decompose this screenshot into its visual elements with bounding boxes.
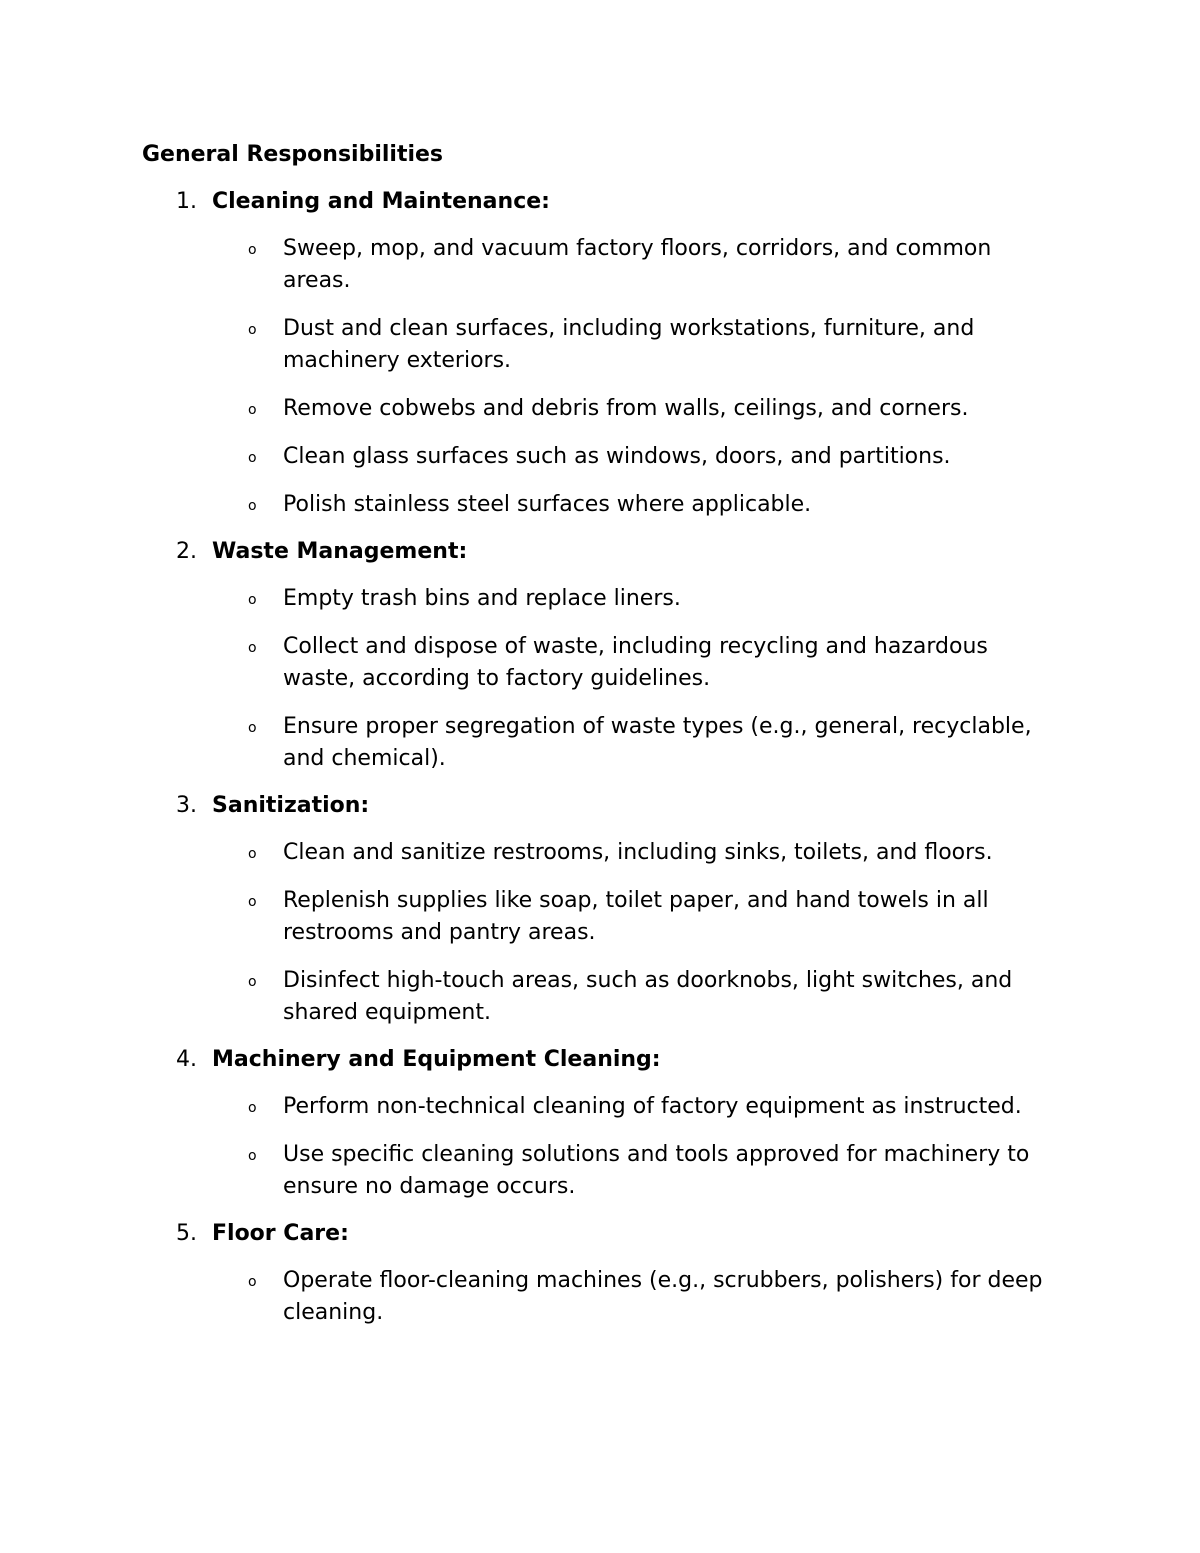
responsibilities-list <box>0 187 1200 1345</box>
section-title: Machinery and Equipment Cleaning: <box>212 1047 661 1072</box>
section-heading <box>0 537 1200 567</box>
section-title: Floor Care: <box>212 1221 349 1246</box>
bullet-text: Disinfect high-touch areas, such as doorknobs, light switches, and shared equipment. <box>283 968 1013 1025</box>
bullet-list <box>0 233 1200 521</box>
bullet-text: Collect and dispose of waste, including recycling and hazardous waste, according to factory guidelines. <box>283 634 988 691</box>
bullet-circle-icon: o <box>248 450 257 466</box>
bullet-item <box>0 885 1058 949</box>
bullet-text: Replenish supplies like soap, toilet paper, and hand towels in all restrooms and pantry areas. <box>283 888 989 945</box>
bullet-circle-icon: o <box>248 592 257 608</box>
bullet-list <box>0 1091 1200 1203</box>
bullet-item <box>0 1265 1058 1329</box>
section-number: 5. <box>176 1221 197 1246</box>
bullet-text: Use specific cleaning solutions and tools approved for machinery to ensure no damage occurs. <box>283 1142 1030 1199</box>
bullet-text: Remove cobwebs and debris from walls, ceilings, and corners. <box>283 396 969 421</box>
section-heading <box>0 1219 1200 1249</box>
bullet-text: Ensure proper segregation of waste types (e.g., general, recyclable, and chemical). <box>283 714 1032 771</box>
section-number: 1. <box>176 189 197 214</box>
bullet-circle-icon: o <box>248 402 257 418</box>
bullet-text: Dust and clean surfaces, including workstations, furniture, and machinery exteriors. <box>283 316 975 373</box>
bullet-text: Sweep, mop, and vacuum factory floors, corridors, and common areas. <box>283 236 992 293</box>
section-title: Sanitization: <box>212 793 370 818</box>
bullet-item <box>0 489 1058 521</box>
section <box>0 1045 1200 1203</box>
bullet-item <box>0 313 1058 377</box>
section-title: Waste Management: <box>212 539 468 564</box>
section <box>0 1219 1200 1329</box>
bullet-text: Clean and sanitize restrooms, including sinks, toilets, and floors. <box>283 840 993 865</box>
section-number: 2. <box>176 539 197 564</box>
bullet-list <box>0 1265 1200 1329</box>
section-number: 3. <box>176 793 197 818</box>
bullet-circle-icon: o <box>248 1274 257 1290</box>
bullet-item <box>0 965 1058 1029</box>
bullet-text: Clean glass surfaces such as windows, doors, and partitions. <box>283 444 951 469</box>
bullet-circle-icon: o <box>248 1148 257 1164</box>
section-heading <box>0 791 1200 821</box>
bullet-text: Empty trash bins and replace liners. <box>283 586 681 611</box>
document-title: General Responsibilities <box>142 142 444 167</box>
bullet-item <box>0 711 1058 775</box>
bullet-list <box>0 583 1200 775</box>
section-heading <box>0 1045 1200 1075</box>
bullet-text: Polish stainless steel surfaces where applicable. <box>283 492 812 517</box>
bullet-text: Perform non-technical cleaning of factory equipment as instructed. <box>283 1094 1022 1119</box>
section-title: Cleaning and Maintenance: <box>212 189 550 214</box>
bullet-item <box>0 631 1058 695</box>
bullet-circle-icon: o <box>248 974 257 990</box>
bullet-item <box>0 583 1058 615</box>
bullet-item <box>0 441 1058 473</box>
bullet-item <box>0 837 1058 869</box>
bullet-list <box>0 837 1200 1029</box>
bullet-item <box>0 233 1058 297</box>
bullet-circle-icon: o <box>248 1100 257 1116</box>
bullet-item <box>0 393 1058 425</box>
section <box>0 537 1200 775</box>
bullet-item <box>0 1091 1058 1123</box>
bullet-item <box>0 1139 1058 1203</box>
section <box>0 187 1200 521</box>
bullet-circle-icon: o <box>248 322 257 338</box>
section-number: 4. <box>176 1047 197 1072</box>
bullet-circle-icon: o <box>248 894 257 910</box>
section-heading <box>0 187 1200 217</box>
bullet-circle-icon: o <box>248 720 257 736</box>
bullet-circle-icon: o <box>248 846 257 862</box>
bullet-circle-icon: o <box>248 640 257 656</box>
bullet-circle-icon: o <box>248 242 257 258</box>
bullet-text: Operate floor-cleaning machines (e.g., scrubbers, polishers) for deep cleaning. <box>283 1268 1043 1325</box>
bullet-circle-icon: o <box>248 498 257 514</box>
section <box>0 791 1200 1029</box>
